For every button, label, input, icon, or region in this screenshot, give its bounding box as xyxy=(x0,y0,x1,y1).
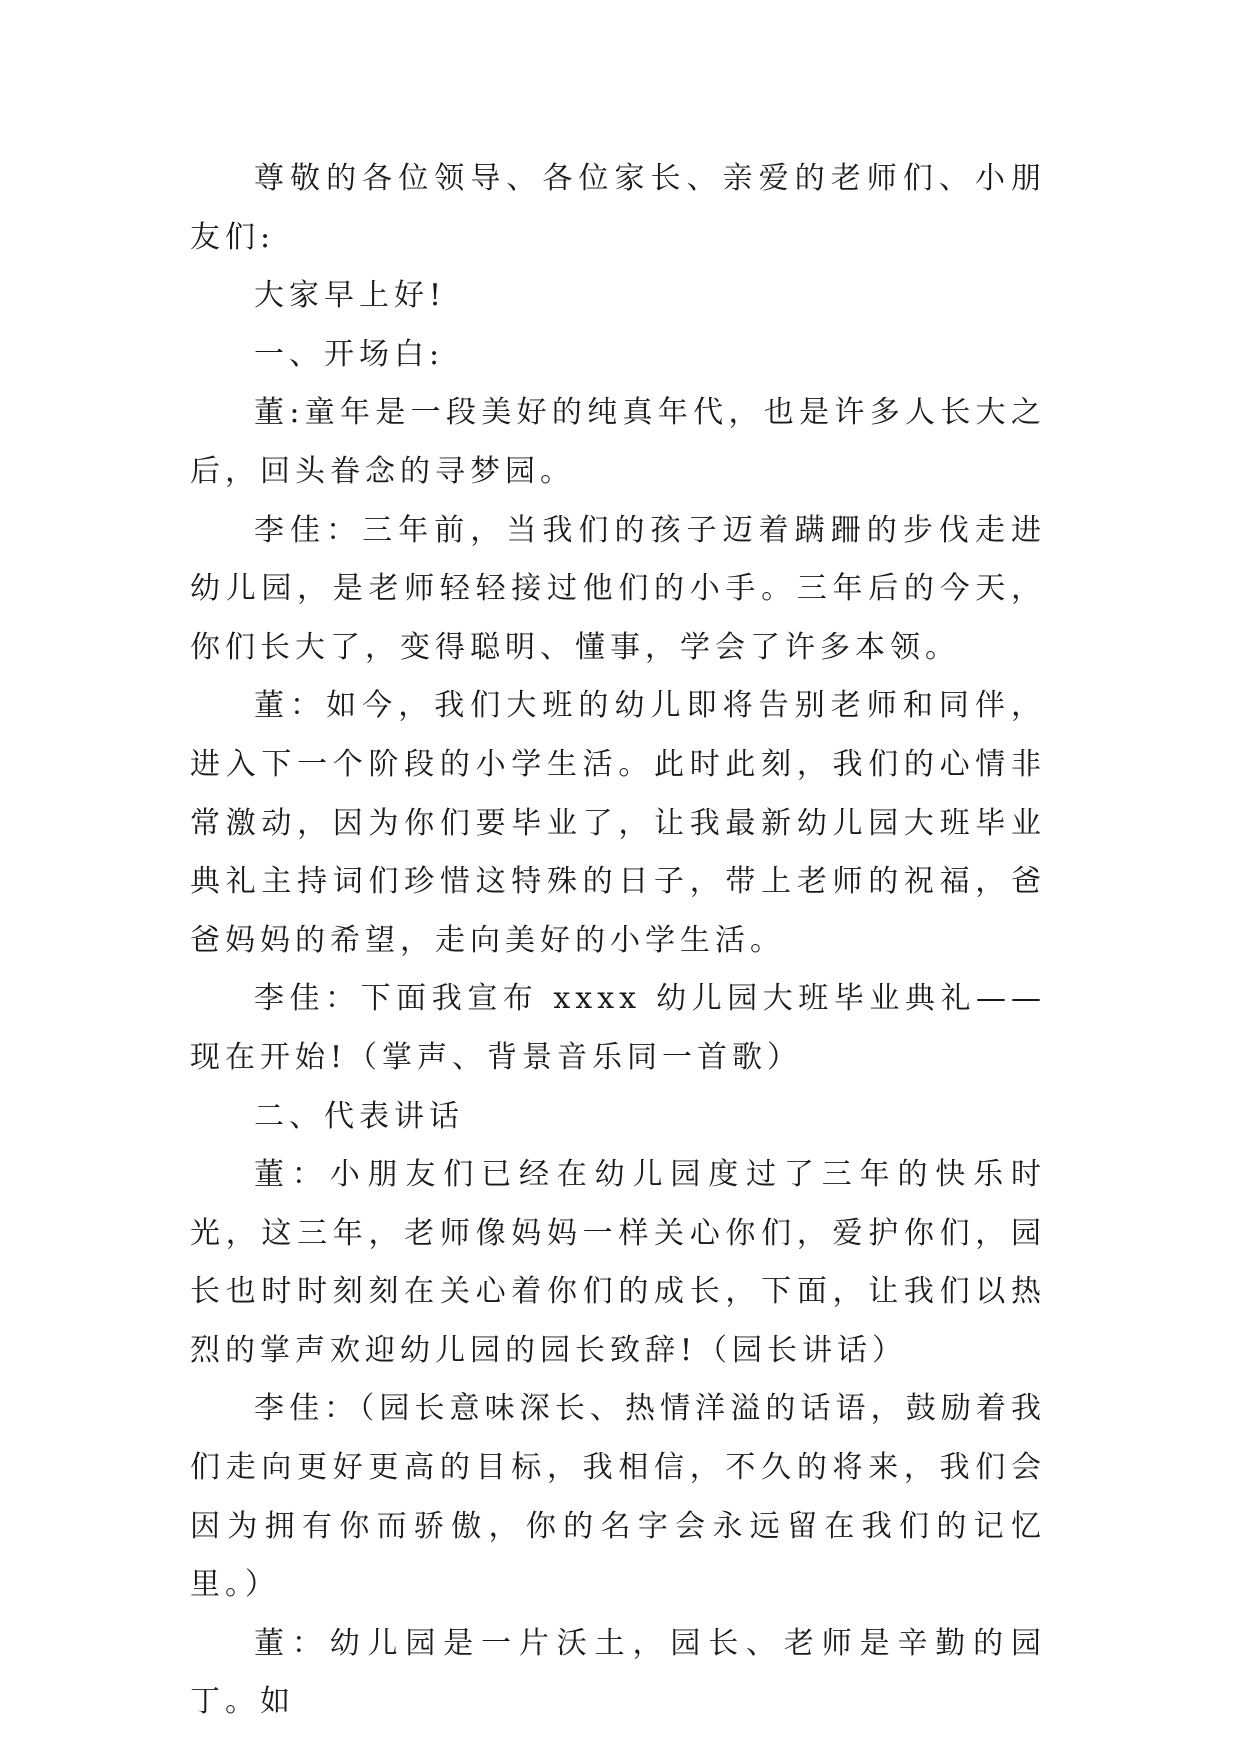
section-heading-opening: 一、开场白: xyxy=(254,336,445,372)
body-paragraph: 董：幼儿园是一片沃土，园长、老师是辛勤的园丁。如 xyxy=(190,1625,1046,1720)
body-paragraph: 李佳：（园长意味深长、热情洋溢的话语，鼓励着我们走向更好更高的目标，我相信，不久的将来，我们会因为拥有你而骄傲，你的名字会永远留在我们的记忆里。） xyxy=(190,1391,1046,1603)
body-paragraph: 董：小朋友们已经在幼儿园度过了三年的快乐时光，这三年，老师像妈妈一样关心你们，爱护你们，园长也时时刻刻在关心着你们的成长，下面，让我们以热烈的掌声欢迎幼儿园的园长致辞!（园长讲话） xyxy=(190,1157,1046,1368)
body-paragraph: 董：如今，我们大班的幼儿即将告别老师和同伴，进入下一个阶段的小学生活。此时此刻，我们的心情非常激动，因为你们要毕业了，让我最新幼儿园大班毕业典礼主持词们珍惜这特殊的日子，带上老师的祝福，爸爸妈妈的希望，走向美好的小学生活。 xyxy=(190,688,1046,958)
document-body xyxy=(190,150,1046,1732)
greeting-paragraph: 大家早上好! xyxy=(254,278,447,314)
body-paragraph: 李佳：下面我宣布 xxxx 幼儿园大班毕业典礼——现在开始!（掌声、背景音乐同一首歌） xyxy=(190,981,1046,1075)
section-heading-speech: 二、代表讲话 xyxy=(254,1098,464,1134)
salutation-paragraph: 尊敬的各位领导、各位家长、亲爱的老师们、小朋友们: xyxy=(190,161,1046,255)
body-paragraph: 董:童年是一段美好的纯真年代，也是许多人长大之后，回头眷念的寻梦园。 xyxy=(190,395,1046,489)
body-paragraph: 李佳：三年前，当我们的孩子迈着蹒跚的步伐走进幼儿园，是老师轻轻接过他们的小手。三年后的今天，你们长大了，变得聪明、懂事，学会了许多本领。 xyxy=(190,512,1046,665)
